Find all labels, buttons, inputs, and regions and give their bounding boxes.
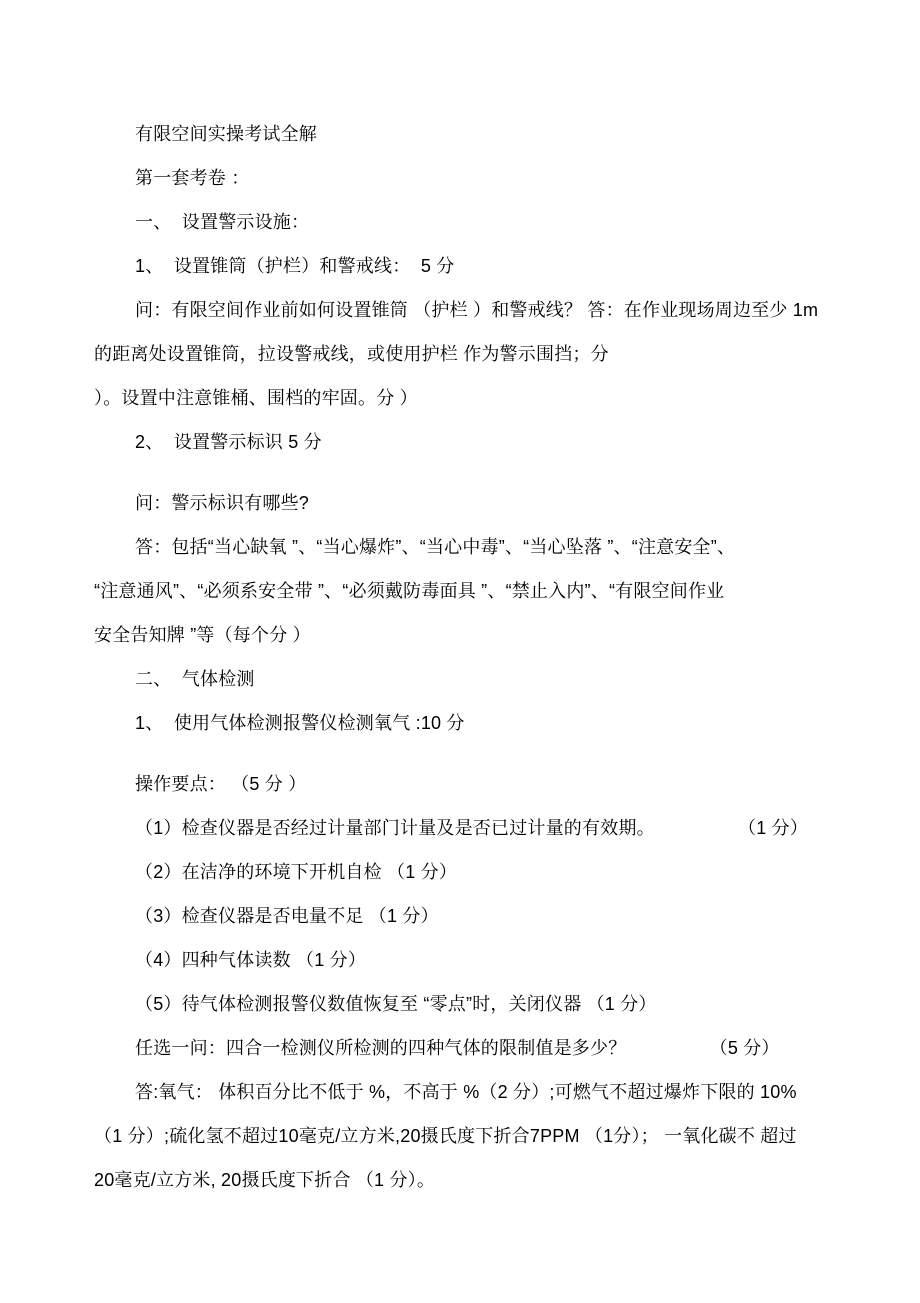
paragraph: 任选一问：四合一检测仪所检测的四种气体的限制值是多少？ （5 分）: [135, 1038, 780, 1058]
paragraph: 一、 设置警示设施：: [135, 212, 310, 232]
paragraph: 20毫克/立方米, 20摄氏度下折合 （1 分）。: [94, 1170, 436, 1190]
paragraph: 1、 设置锥筒（护栏）和警戒线： 5 分: [135, 256, 455, 276]
paragraph: “注意通风”、“必须系安全带 ”、“必须戴防毒面具 ”、“禁止入内”、“有限空间作业: [94, 581, 725, 601]
paragraph: 的距离处设置锥筒，拉设警戒线，或使用护栏 作为警示围挡；分: [94, 344, 609, 364]
paragraph: 答：包括“当心缺氧 ”、“当心爆炸”、“当心中毒”、“当心坠落 ”、“注意安全”、: [135, 537, 736, 557]
paragraph: 安全告知牌 ”等（每个分 ）: [94, 625, 311, 645]
paragraph: （4）四种气体读数 （1 分）: [135, 950, 367, 970]
paragraph: （1）检查仪器是否经过计量部门计量及是否已过计量的有效期。 （1 分）: [135, 818, 809, 838]
paragraph: 操作要点： （5 分 ）: [135, 774, 307, 794]
paragraph: ）。设置中注意锥桶、围档的牢固。分 ）: [94, 388, 418, 408]
paragraph: 问：有限空间作业前如何设置锥筒 （护栏 ）和警戒线？ 答：在作业现场周边至少 1m: [135, 300, 819, 320]
paragraph: 2、 设置警示标识 5 分: [135, 432, 322, 452]
paragraph: 1、 使用气体检测报警仪检测氧气 :10 分: [135, 713, 465, 733]
paragraph: 答:氧气： 体积百分比不低于 %，不高于 %（2 分）;可燃气不超过爆炸下限的 10%: [135, 1082, 797, 1102]
paragraph: （3）检查仪器是否电量不足 （1 分）: [135, 906, 439, 926]
paragraph: 第一套考卷 ：: [135, 168, 250, 188]
paragraph: 二、 气体检测: [135, 669, 255, 689]
paragraph: 有限空间实操考试全解: [135, 124, 317, 144]
paragraph: （1 分）;硫化氢不超过10毫克/立方米,20摄氏度下折合7PPM （1分）； 一氧化碳不 超过: [94, 1126, 797, 1146]
paragraph: 问：警示标识有哪些?: [135, 493, 310, 513]
paragraph: （5）待气体检测报警仪数值恢复至 “零点”时，关闭仪器 （1 分）: [135, 994, 657, 1014]
paragraph: （2）在洁净的环境下开机自检 （1 分）: [135, 862, 458, 882]
document-body: [94, 112, 850, 1202]
